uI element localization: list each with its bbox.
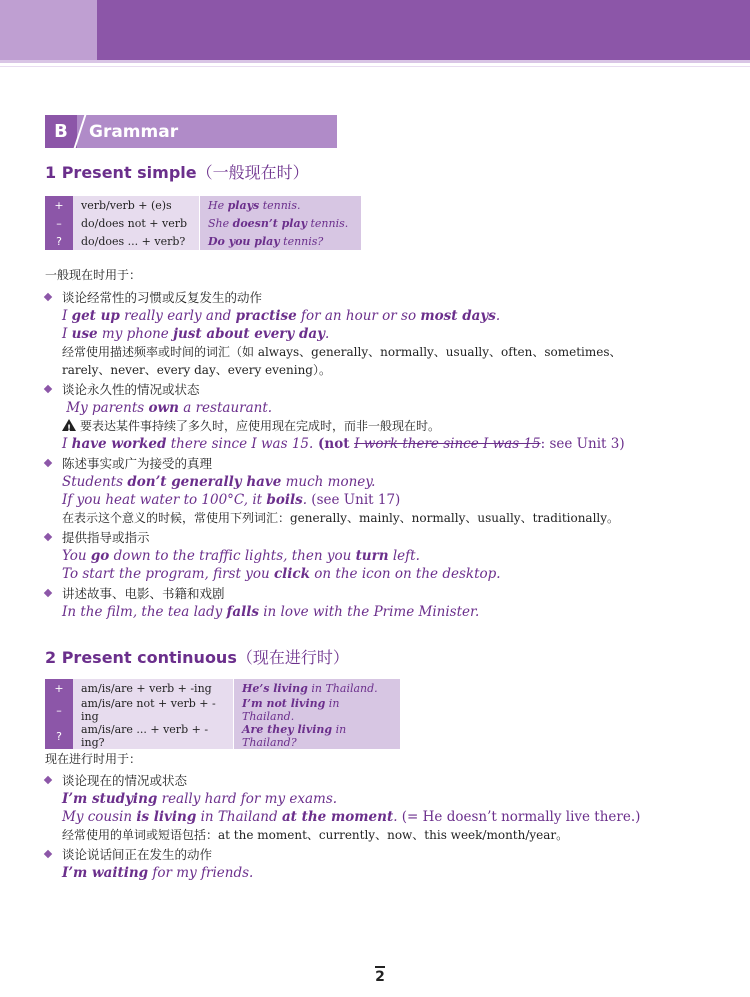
form-example: He plays tennis. xyxy=(200,196,362,214)
section-banner xyxy=(45,115,337,148)
form-symbol: – xyxy=(45,697,73,723)
use-label: 谈论永久性的情况或状态 xyxy=(45,381,705,399)
present-continuous-form-table xyxy=(45,679,400,749)
heading-present-simple-en: 1 Present simple xyxy=(45,163,197,182)
usage-note: 经常使用描述频率或时间的词汇（如 always、generally、normally、usually、often、sometimes、 xyxy=(62,345,622,359)
table-row xyxy=(45,679,400,697)
header-rule xyxy=(0,60,750,63)
form-pattern: verb/verb + (e)s xyxy=(73,196,200,214)
form-example: Do you play tennis? xyxy=(200,232,362,250)
example-sentence: I use my phone just about every day. xyxy=(62,326,330,342)
diamond-bullet-icon xyxy=(44,589,52,597)
heading-present-continuous xyxy=(45,645,349,668)
table-row xyxy=(45,196,361,214)
form-pattern: am/is/are + verb + -ing xyxy=(73,679,234,697)
diamond-bullet-icon xyxy=(44,293,52,301)
present-continuous-intro: 现在进行时用于： xyxy=(45,752,142,766)
form-example: He’s living in Thailand. xyxy=(234,679,401,697)
usage-note: 经常使用的单词或短语包括：at the moment、currently、now、this week/month/year。 xyxy=(62,828,569,842)
header-rule-thin xyxy=(0,66,750,67)
form-pattern: do/does not + verb xyxy=(73,214,200,232)
form-symbol: + xyxy=(45,679,73,697)
section-letter: B xyxy=(45,115,77,148)
warning-note: !要表达某件事持续了多久时，应使用现在完成时，而非一般现在时。 xyxy=(45,417,705,435)
use-label: 谈论经常性的习惯或反复发生的动作 xyxy=(45,289,705,307)
heading-present-continuous-en: 2 Present continuous xyxy=(45,648,237,667)
present-simple-uses xyxy=(45,289,705,621)
table-row xyxy=(45,697,400,723)
example-sentence: My cousin is living in Thailand at the moment. (= He doesn’t normally live there.) xyxy=(62,809,641,825)
heading-present-simple-zh: （一般现在时） xyxy=(196,163,309,182)
present-continuous-uses xyxy=(45,772,705,882)
example-sentence: To start the program, first you click on the icon on the desktop. xyxy=(62,566,501,582)
diamond-bullet-icon xyxy=(44,533,52,541)
warning-icon xyxy=(62,419,76,431)
page-number: 2 xyxy=(375,969,385,985)
diamond-bullet-icon xyxy=(44,776,52,784)
form-pattern: am/is/are ... + verb + -ing? xyxy=(73,723,234,749)
example-sentence: In the film, the tea lady falls in love with the Prime Minister. xyxy=(62,604,480,620)
form-pattern: am/is/are not + verb + -ing xyxy=(73,697,234,723)
use-label: 谈论现在的情况或状态 xyxy=(45,772,705,790)
example-sentence: I’m studying really hard for my exams. xyxy=(62,791,338,807)
header-band xyxy=(0,0,750,60)
use-label: 谈论说话间正在发生的动作 xyxy=(45,846,705,864)
usage-note: rarely、never、every day、every evening）。 xyxy=(62,363,331,377)
form-symbol: + xyxy=(45,196,73,214)
form-pattern: do/does ... + verb? xyxy=(73,232,200,250)
example-sentence: You go down to the traffic lights, then you turn left. xyxy=(62,548,420,564)
section-title: Grammar xyxy=(89,121,179,142)
example-sentence: If you heat water to 100°C, it boils. (see Unit 17) xyxy=(62,492,401,508)
example-sentence: Students don’t generally have much money. xyxy=(62,474,376,490)
form-symbol: ? xyxy=(45,232,73,250)
table-row xyxy=(45,232,361,250)
form-example: Are they living in Thailand? xyxy=(234,723,401,749)
form-example: She doesn’t play tennis. xyxy=(200,214,362,232)
heading-present-simple xyxy=(45,160,309,183)
example-sentence: I get up really early and practise for an hour or so most days. xyxy=(62,308,501,324)
use-label: 陈述事实或广为接受的真理 xyxy=(45,455,705,473)
use-label: 提供指导或指示 xyxy=(45,529,705,547)
diamond-bullet-icon xyxy=(44,850,52,858)
header-band-accent xyxy=(0,0,97,60)
diamond-bullet-icon xyxy=(44,385,52,393)
example-sentence: I have worked there since I was 15. (not I work there since I was 15: see Unit 3) xyxy=(62,436,625,452)
usage-note: 在表示这个意义的时候，常使用下列词汇：generally、mainly、normally、usually、traditionally。 xyxy=(62,511,620,525)
form-symbol: ? xyxy=(45,723,73,749)
diamond-bullet-icon xyxy=(44,459,52,467)
use-label: 讲述故事、电影、书籍和戏剧 xyxy=(45,585,705,603)
example-sentence: My parents own a restaurant. xyxy=(66,400,273,416)
present-simple-form-table xyxy=(45,196,361,250)
table-row xyxy=(45,214,361,232)
form-example: I’m not living in Thailand. xyxy=(234,697,401,723)
present-simple-intro: 一般现在时用于： xyxy=(45,268,142,282)
page-number-bar xyxy=(375,966,385,968)
table-row xyxy=(45,723,400,749)
example-sentence: I’m waiting for my friends. xyxy=(62,865,254,881)
form-symbol: – xyxy=(45,214,73,232)
heading-present-continuous-zh: （现在进行时） xyxy=(236,648,349,667)
